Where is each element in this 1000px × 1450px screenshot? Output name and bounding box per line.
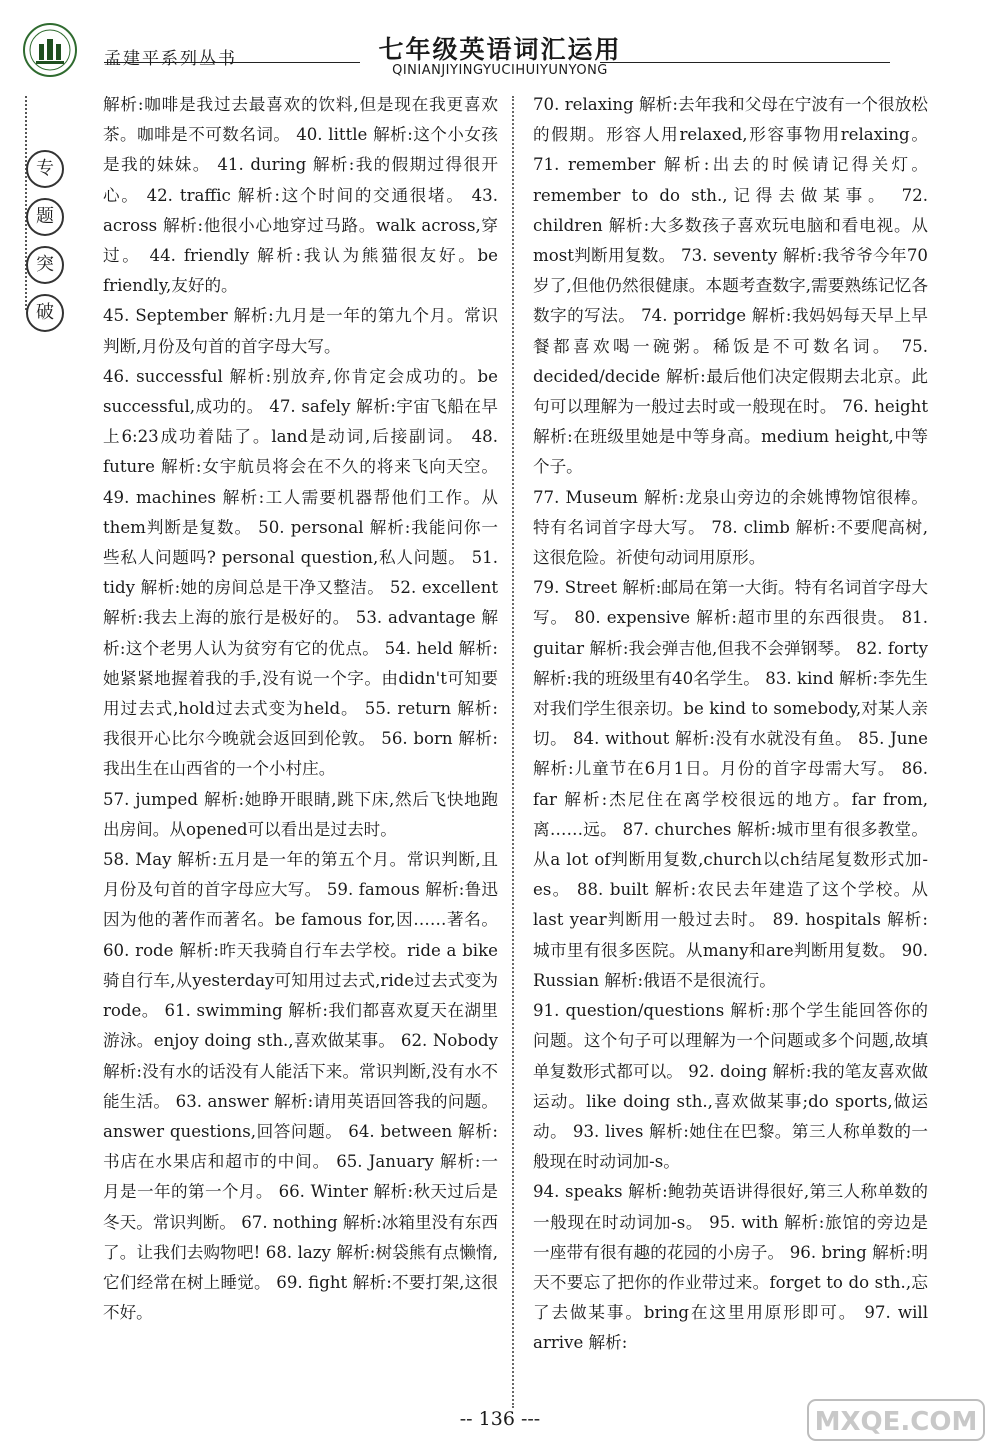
answer-column-left (103, 90, 498, 1328)
sidebar-dotted-line (25, 96, 27, 310)
answer-column-right (533, 90, 928, 1359)
answer-paragraph: 解析:咖啡是我过去最喜欢的饮料,但是现在我更喜欢茶。咖啡是不可数名词。 40. little 解析:这个小女孩是我的妹妹。 41. during 解析:我的假期过得很开心。 42. traffic 解析:这个时间的交通很堵。 43. across 解析:他很小心地穿过马路。walk across,穿过。 44. friendly 解析:我认为熊猫很友好。be friendly,友好的。 (103, 95, 498, 296)
watermark-logo-icon (806, 1396, 986, 1444)
answer-paragraph: 57. jumped 解析:她睁开眼睛,跳下床,然后飞快地跑出房间。从opened可以看出是过去时。 (103, 789, 498, 839)
answer-paragraph: 77. Museum 解析:龙泉山旁边的余姚博物馆很棒。特有名词首字母大写。 78. climb 解析:不要爬高树,这很危险。祈使句动词用原形。 (533, 487, 928, 568)
sidebar-badge-3: 突 (26, 246, 64, 284)
sidebar-badge-2: 题 (26, 198, 64, 236)
page-title-pinyin: QINIANJIYINGYUCIHUIYUNYONG (392, 63, 608, 78)
page-number: -- 136 --- (459, 1408, 541, 1430)
sidebar-badge-4: 破 (26, 294, 64, 332)
series-name: 孟建平系列丛书 (104, 49, 237, 69)
answer-paragraph: 79. Street 解析:邮局在第一大街。特有名词首字母大写。 80. expensive 解析:超市里的东西很贵。 81. guitar 解析:我会弹吉他,但我不会弹钢琴。 82. forty 解析:我的班级里有40名学生。 83. kind 解析:李先生对我们学生很亲切。be kind to somebody,对某人亲切。 84. without 解析:没有水就没有鱼。 85. June 解析:儿童节在6月1日。月份的首字母需大写。 86. far 解析:杰尼住在离学校很远的地方。far from,离……远。 87. churches 解析:城市里有很多教堂。从a lot of判断用复数,church以ch结尾复数形式加-es。 88. built 解析:农民去年建造了这个学校。从last year判断用一般过去时。 89. hospitals 解析:城市里有很多医院。从many和are判断用复数。 90. Russian 解析:俄语不是很流行。 (533, 578, 928, 990)
answer-paragraph: 46. successful 解析:别放弃,你肯定会成功的。be successful,成功的。 47. safely 解析:宇宙飞船在早上6:23成功着陆了。land是动词,后接副词。 48. future 解析:女宇航员将会在不久的将来飞向天空。 49. machines 解析:工人需要机器帮他们工作。从them判断是复数。 50. personal 解析:我能问你一些私人问题吗? personal question,私人问题。 51. tidy 解析:她的房间总是干净又整洁。 52. excellent 解析:我去上海的旅行是极好的。 53. advantage 解析:这个老男人认为贫穷有它的优点。 54. held 解析:她紧紧地握着我的手,没有说一个字。由didn't可知要用过去式,hold过去式变为held。 55. return 解析:我很开心比尔今晚就会返回到伦敦。 56. born 解析:我出生在山西省的一个小村庄。 (103, 366, 498, 779)
answer-paragraph: 58. May 解析:五月是一年的第五个月。常识判断,且月份及句首的首字母应大写。 59. famous 解析:鲁迅因为他的著作而著名。be famous for,因……著名。 60. rode 解析:昨天我骑自行车去学校。ride a bike骑自行车,从yesterday可知用过去式,ride过去式变为rode。 61. swimming 解析:我们都喜欢夏天在湖里游泳。enjoy doing sth.,喜欢做某事。 62. Nobody 解析:没有水的话没有人能活下来。常识判断,没有水不能生活。 63. answer 解析:请用英语回答我的问题。answer questions,回答问题。 64. between 解析:书店在水果店和超市的中间。 65. January 解析:一月是一年的第一个月。 66. Winter 解析:秋天过后是冬天。常识判断。 67. nothing 解析:冰箱里没有东西了。让我们去购物吧! 68. lazy 解析:树袋熊有点懒惰,它们经常在树上睡觉。 69. fight 解析:不要打架,这很不好。 (103, 850, 498, 1323)
answer-paragraph: 94. speaks 解析:鲍勃英语讲得很好,第三人称单数的一般现在时动词加-s。 95. with 解析:旅馆的旁边是一座带有很有趣的花园的小房子。 96. bring 解析:明天不要忘了把你的作业带过来。forget to do sth.,忘了去做某事。bring在这里用原形即可。 97. will arrive 解析: (533, 1182, 928, 1353)
answer-paragraph: 91. question/questions 解析:那个学生能回答你的问题。这个句子可以理解为一个问题或多个问题,故填单复数形式都可以。 92. doing 解析:我的笔友喜欢做运动。like doing sth.,喜欢做某事;do sports,做运动。 93. lives 解析:她住在巴黎。第三人称单数的一般现在时动词加-s。 (533, 1001, 928, 1172)
page-title: 七年级英语词汇运用 (378, 35, 622, 64)
watermark-text: MXQE.COM (814, 1407, 978, 1437)
sidebar-badge-1: 专 (26, 150, 64, 188)
answer-paragraph: 45. September 解析:九月是一年的第九个月。常识判断,月份及句首的首字母大写。 (103, 306, 498, 356)
page-header (0, 0, 1000, 90)
column-divider (512, 96, 514, 1408)
answer-paragraph: 70. relaxing 解析:去年我和父母在宁波有一个很放松的假期。形容人用relaxed,形容事物用relaxing。 71. remember 解析:出去的时候请记得关灯。remember to do sth.,记得去做某事。 72. children 解析:大多数孩子喜欢玩电脑和看电视。从most判断用复数。 73. seventy 解析:我爷爷今年70岁了,但他仍然很健康。本题考查数字,需要熟练记忆各数字的写法。 74. porridge 解析:我妈妈每天早上早餐都喜欢喝一碗粥。稀饭是不可数名词。 75. decided/decide 解析:最后他们决定假期去北京。此句可以理解为一般过去时或一般现在时。 76. height 解析:在班级里她是中等身高。medium height,中等个子。 (533, 95, 928, 477)
